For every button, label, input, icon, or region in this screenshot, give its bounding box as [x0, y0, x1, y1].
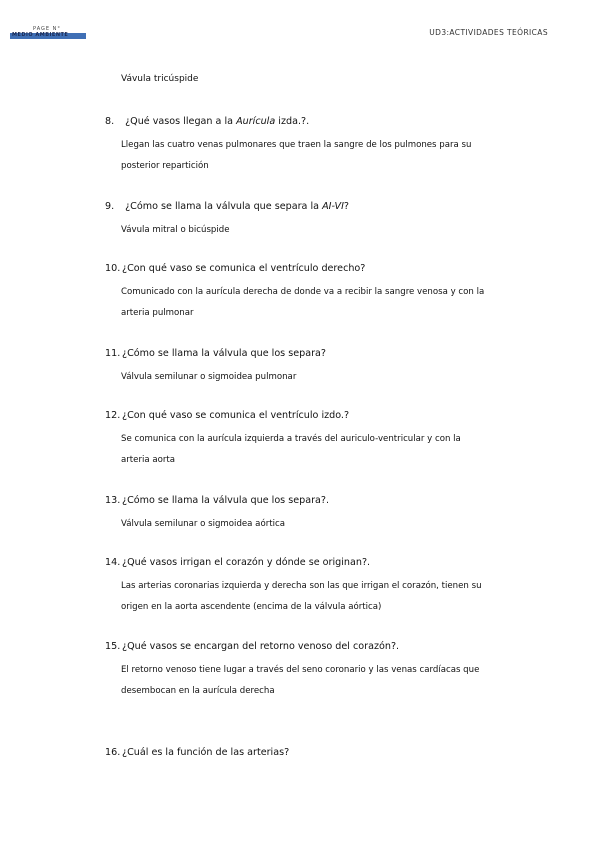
question-text: 12. ¿Con qué vaso se comunica el ventrículo izdo.?	[105, 410, 350, 421]
question-text: 14. ¿Qué vasos irrigan el corazón y dónde se originan?.	[105, 557, 371, 568]
question-text: 10. ¿Con qué vaso se comunica el ventrículo derecho?	[105, 263, 366, 274]
question-13	[105, 494, 525, 535]
answer-line: Vávula mitral o bicúspide	[121, 225, 230, 235]
answer-text	[121, 135, 525, 177]
question-number: 11.	[105, 348, 121, 359]
answer-line: Se comunica con la aurícula izquierda a través del auriculo-ventricular y con la	[121, 434, 461, 444]
question-emphasis: Aurícula	[236, 116, 276, 127]
question-number: 12.	[105, 410, 121, 421]
question-number: 16.	[105, 747, 121, 758]
intro-answer: Vávula tricúspide	[121, 74, 199, 84]
logo-bar-text: MEDIO AMBIENTE	[12, 32, 69, 38]
question-15	[105, 640, 525, 702]
question-number: 14.	[105, 557, 121, 568]
question-number: 10.	[105, 263, 121, 274]
answer-line: Válvula semilunar o sigmoidea pulmonar	[121, 372, 297, 382]
question-text: 15. ¿Qué vasos se encargan del retorno venoso del corazón?.	[105, 641, 400, 652]
question-number: 9.	[105, 201, 115, 212]
question-9	[105, 200, 525, 241]
answer-line: origen en la aorta ascendente (encima de la válvula aórtica)	[121, 602, 382, 612]
answer-text	[121, 660, 525, 702]
answer-line: posterior repartición	[121, 161, 209, 171]
answer-text	[121, 514, 525, 535]
answer-text	[121, 220, 525, 241]
answer-line: Las arterias coronarias izquierda y derecha son las que irrigan el corazón, tienen su	[121, 581, 482, 591]
answer-line: desembocan en la aurícula derecha	[121, 686, 275, 696]
logo-top-text: PAGE N°	[33, 26, 61, 32]
answer-line: Válvula semilunar o sigmoidea aórtica	[121, 519, 285, 529]
question-text: 8. ¿Qué vasos llegan a la Aurícula izda.?.	[105, 116, 310, 127]
answer-text	[121, 367, 525, 388]
answer-text	[121, 282, 525, 324]
answer-line: arteria aorta	[121, 455, 176, 465]
question-number: 15.	[105, 641, 121, 652]
question-emphasis: AI-VI	[322, 201, 344, 212]
question-text: 9. ¿Cómo se llama la válvula que separa la AI-VI?	[105, 201, 350, 212]
question-text: 16. ¿Cuál es la función de las arterias?	[105, 747, 290, 758]
question-text: 11. ¿Cómo se llama la válvula que los separa?	[105, 348, 327, 359]
question-10	[105, 262, 525, 324]
question-number: 8.	[105, 116, 115, 127]
answer-line: arteria pulmonar	[121, 308, 194, 318]
answer-line: Comunicado con la aurícula derecha de donde va a recibir la sangre venosa y con la	[121, 287, 485, 297]
question-14	[105, 556, 525, 618]
question-text: 13. ¿Cómo se llama la válvula que los separa?.	[105, 495, 330, 506]
answer-text	[121, 576, 525, 618]
answer-text	[121, 429, 525, 471]
answer-line: Llegan las cuatro venas pulmonares que traen la sangre de los pulmones para su	[121, 140, 472, 150]
header-title: UD3:ACTIVIDADES TEÓRICAS	[429, 28, 548, 37]
question-number: 13.	[105, 495, 121, 506]
question-12	[105, 409, 525, 471]
answer-line: El retorno venoso tiene lugar a través del seno coronario y las venas cardíacas que	[121, 665, 480, 675]
question-11	[105, 347, 525, 388]
question-8	[105, 115, 525, 177]
question-16	[105, 746, 525, 759]
header-logo	[10, 27, 86, 41]
